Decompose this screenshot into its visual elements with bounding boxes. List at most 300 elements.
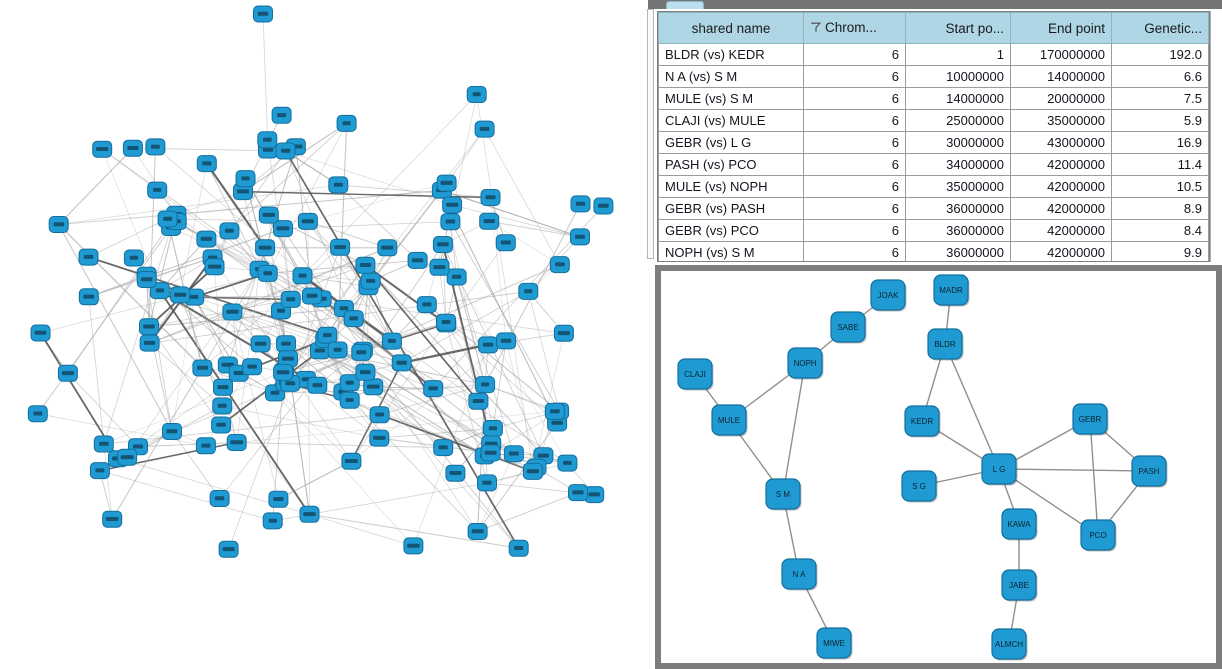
network-node[interactable] (340, 392, 359, 408)
table-cell[interactable]: 16.9 (1112, 132, 1209, 154)
network-node[interactable] (259, 207, 278, 223)
network-node[interactable] (258, 132, 277, 148)
node-label-smudge (230, 440, 243, 444)
network-node-JOAK[interactable] (871, 280, 907, 312)
table-row[interactable] (659, 110, 1209, 132)
table-cell[interactable]: 25000000 (906, 110, 1011, 132)
network-node[interactable] (227, 435, 246, 451)
network-node[interactable] (197, 156, 216, 172)
node-label: L G (992, 464, 1006, 474)
table-cell[interactable]: GEBR (vs) PASH (659, 198, 804, 220)
node-label-smudge (197, 366, 208, 370)
node-label-smudge (277, 113, 286, 117)
network-node[interactable] (256, 240, 275, 256)
table-cell[interactable]: 7.5 (1112, 88, 1209, 110)
network-node[interactable] (364, 379, 383, 395)
node-label: ALMCH (994, 639, 1024, 649)
table-cell[interactable]: 6 (804, 66, 906, 88)
table-cell[interactable]: MULE (vs) NOPH (659, 176, 804, 198)
network-node[interactable] (545, 403, 564, 419)
network-node[interactable] (223, 304, 242, 320)
node-label-smudge (349, 316, 358, 320)
node-label-smudge (307, 294, 318, 298)
node-label-smudge (340, 306, 349, 310)
panel-top-strip (648, 0, 1222, 9)
node-label-smudge (143, 325, 155, 329)
node-label-smudge (489, 426, 497, 430)
node-label-smudge (555, 262, 565, 266)
network-node[interactable] (148, 182, 167, 198)
network-node[interactable] (251, 336, 270, 352)
network-node[interactable] (447, 269, 466, 285)
network-node-MADR[interactable] (934, 275, 970, 307)
node-label-smudge (373, 436, 385, 440)
network-edge[interactable] (999, 469, 1149, 471)
network-edge (149, 299, 291, 326)
network-node[interactable] (404, 538, 423, 554)
network-node[interactable] (344, 311, 363, 327)
network-node-KAWA[interactable] (1002, 509, 1038, 541)
node-label-smudge (163, 217, 172, 221)
table-cell[interactable]: 6 (804, 176, 906, 198)
column-header-3[interactable] (1011, 13, 1112, 44)
network-node[interactable] (342, 453, 361, 469)
node-label-smudge (449, 471, 461, 475)
node-label-smudge (259, 246, 272, 250)
network-node[interactable] (356, 257, 375, 273)
table-row[interactable] (659, 132, 1209, 154)
node-label-smudge (271, 391, 280, 395)
network-node[interactable] (569, 485, 588, 501)
table-header-row (659, 13, 1209, 44)
network-node[interactable] (480, 213, 499, 229)
table-right-gutter (1210, 11, 1222, 262)
table-row[interactable] (659, 242, 1209, 263)
network-node[interactable] (558, 455, 577, 471)
network-node[interactable] (118, 449, 137, 465)
node-label-smudge (277, 370, 290, 374)
node-label-smudge (452, 275, 461, 279)
network-node[interactable] (146, 139, 165, 155)
table-left-scrollbar[interactable] (647, 9, 654, 259)
network-node[interactable] (437, 314, 456, 330)
network-node-SM[interactable] (766, 479, 802, 511)
node-label-smudge (446, 203, 458, 207)
node-label: JABE (1008, 580, 1030, 590)
network-node[interactable] (594, 198, 613, 214)
network-node[interactable] (300, 506, 319, 522)
node-label-smudge (346, 381, 354, 385)
panel-tab-stub[interactable] (666, 1, 704, 9)
network-node-MIWE[interactable] (817, 628, 853, 660)
table-cell[interactable]: 6.6 (1112, 66, 1209, 88)
node-label-smudge (277, 226, 290, 230)
network-node[interactable] (243, 359, 262, 375)
network-node-PCO[interactable] (1081, 520, 1117, 552)
table-cell[interactable]: 8.9 (1112, 198, 1209, 220)
network-node[interactable] (212, 417, 231, 433)
network-node[interactable] (205, 259, 224, 275)
filter-funnel-icon[interactable] (810, 22, 821, 33)
table-cell[interactable]: 35000000 (906, 176, 1011, 198)
network-node[interactable] (479, 337, 498, 353)
network-node-LG[interactable] (982, 454, 1018, 486)
network-node[interactable] (467, 87, 486, 103)
node-label-smudge (397, 361, 407, 365)
table-cell[interactable]: 20000000 (1011, 88, 1112, 110)
network-node[interactable] (443, 197, 462, 213)
network-node[interactable] (481, 190, 500, 206)
network-node[interactable] (469, 393, 488, 409)
table-cell[interactable]: N A (vs) S M (659, 66, 804, 88)
node-label-smudge (514, 546, 523, 550)
table-cell[interactable]: 42000000 (1011, 220, 1112, 242)
network-node[interactable] (263, 513, 282, 529)
table-cell[interactable]: 14000000 (1011, 66, 1112, 88)
network-node[interactable] (571, 196, 590, 212)
network-node[interactable] (269, 491, 288, 507)
column-header-2[interactable] (906, 13, 1011, 44)
node-label: PCO (1089, 530, 1107, 540)
node-label-smudge (141, 277, 152, 281)
network-node-GEBR[interactable] (1073, 404, 1109, 436)
network-node[interactable] (163, 424, 182, 440)
table-cell[interactable]: GEBR (vs) PCO (659, 220, 804, 242)
network-edge[interactable] (783, 363, 805, 494)
network-node[interactable] (293, 268, 312, 284)
node-label-smudge (174, 293, 186, 297)
network-node[interactable] (124, 250, 143, 266)
node-label-smudge (598, 204, 609, 208)
column-header-0[interactable] (659, 13, 804, 44)
node-label-smudge (130, 256, 139, 260)
network-node-NA[interactable] (782, 559, 818, 591)
table-cell[interactable]: 36000000 (906, 198, 1011, 220)
table-cell[interactable]: 36000000 (906, 242, 1011, 263)
network-edge (478, 493, 578, 532)
network-node[interactable] (171, 287, 190, 303)
network-node[interactable] (140, 335, 159, 351)
node-label-smudge (381, 246, 393, 250)
table-cell[interactable]: 14000000 (906, 88, 1011, 110)
node-label-smudge (527, 469, 539, 473)
table-cell[interactable]: 35000000 (1011, 110, 1112, 132)
column-header-4[interactable] (1112, 13, 1209, 44)
table-cell[interactable]: 36000000 (906, 220, 1011, 242)
node-label-smudge (360, 370, 371, 374)
table-cell[interactable]: 42000000 (1011, 176, 1112, 198)
table-cell[interactable]: 42000000 (1011, 242, 1112, 263)
network-node[interactable] (430, 259, 449, 275)
node-label-smudge (33, 412, 42, 416)
node-label-smudge (127, 146, 138, 150)
table-row[interactable] (659, 88, 1209, 110)
node-label-smudge (438, 445, 447, 449)
network-node[interactable] (497, 333, 516, 349)
network-node[interactable] (352, 344, 371, 360)
node-label-smudge (299, 274, 307, 278)
table-row[interactable] (659, 220, 1209, 242)
node-label-smudge (35, 331, 47, 335)
table-cell[interactable]: 10000000 (906, 66, 1011, 88)
node-label-smudge (437, 242, 449, 246)
network-node[interactable] (158, 211, 177, 227)
network-node[interactable] (303, 288, 322, 304)
table-cell[interactable]: 43000000 (1011, 132, 1112, 154)
network-detail-panel (655, 265, 1222, 669)
network-node[interactable] (478, 475, 497, 491)
network-node-MULE[interactable] (712, 405, 748, 437)
network-node[interactable] (378, 240, 397, 256)
table-cell[interactable]: NOPH (vs) S M (659, 242, 804, 263)
network-node[interactable] (356, 364, 375, 380)
table-cell[interactable]: 1 (906, 44, 1011, 66)
node-label-smudge (223, 547, 235, 551)
node-label: NOPH (793, 358, 817, 368)
table-cell[interactable]: 9.9 (1112, 242, 1209, 263)
network-node[interactable] (468, 524, 487, 540)
node-label-smudge (303, 512, 315, 516)
node-label-smudge (237, 189, 249, 193)
table-cell[interactable]: 10.5 (1112, 176, 1209, 198)
table-cell[interactable]: GEBR (vs) L G (659, 132, 804, 154)
node-label-smudge (255, 342, 267, 346)
table-row[interactable] (659, 198, 1209, 220)
network-node[interactable] (370, 407, 389, 423)
table-cell[interactable]: PASH (vs) PCO (659, 154, 804, 176)
network-node[interactable] (519, 283, 538, 299)
network-edge (237, 443, 444, 448)
network-node[interactable] (31, 325, 50, 341)
table-cell[interactable]: 8.4 (1112, 220, 1209, 242)
table-row[interactable] (659, 66, 1209, 88)
network-node[interactable] (408, 252, 427, 268)
network-node[interactable] (219, 541, 238, 557)
network-node[interactable] (258, 265, 277, 281)
table-row[interactable] (659, 44, 1209, 66)
node-label: JOAK (877, 290, 899, 300)
network-node-SABE[interactable] (831, 312, 867, 344)
network-node[interactable] (370, 430, 389, 446)
network-node[interactable] (94, 436, 113, 452)
network-node[interactable] (496, 235, 515, 251)
network-node[interactable] (331, 239, 350, 255)
node-label-smudge (273, 497, 283, 501)
node-label-smudge (334, 245, 346, 249)
table-cell[interactable]: 34000000 (906, 154, 1011, 176)
node-label-smudge (486, 195, 496, 199)
network-node[interactable] (523, 463, 542, 479)
network-node[interactable] (475, 121, 494, 137)
node-label-smudge (121, 455, 134, 459)
node-label-smudge (202, 161, 211, 165)
node-label-smudge (133, 445, 143, 449)
column-header-label: End point (1047, 20, 1105, 36)
network-node-SG[interactable] (902, 471, 938, 503)
network-node[interactable] (254, 6, 273, 22)
table-cell[interactable]: CLAJI (vs) MULE (659, 110, 804, 132)
network-node[interactable] (90, 463, 109, 479)
network-node[interactable] (481, 445, 500, 461)
table-cell[interactable]: 11.4 (1112, 154, 1209, 176)
node-label-smudge (334, 183, 343, 187)
network-node[interactable] (210, 491, 229, 507)
table-cell[interactable]: 6 (804, 220, 906, 242)
network-node[interactable] (137, 272, 156, 288)
network-node[interactable] (337, 115, 356, 131)
node-label-smudge (216, 423, 226, 427)
table-cell[interactable]: MULE (vs) S M (659, 88, 804, 110)
network-node[interactable] (79, 249, 98, 265)
network-node[interactable] (434, 440, 453, 456)
network-edge (222, 406, 379, 438)
node-label-smudge (550, 409, 560, 413)
table-cell[interactable]: 170000000 (1011, 44, 1112, 66)
network-node-CLAJI[interactable] (678, 359, 714, 391)
node-label-smudge (558, 331, 570, 335)
node-label-smudge (218, 385, 229, 389)
network-node[interactable] (58, 365, 77, 381)
node-label-smudge (263, 138, 272, 142)
network-node[interactable] (274, 221, 293, 237)
node-label-smudge (563, 461, 572, 465)
network-node[interactable] (437, 175, 456, 191)
node-label-smudge (412, 258, 424, 262)
network-node[interactable] (483, 421, 502, 437)
network-node[interactable] (571, 229, 590, 245)
node-label-smudge (589, 492, 600, 496)
node-label-smudge (258, 12, 269, 16)
network-node[interactable] (318, 327, 337, 343)
network-node[interactable] (361, 273, 380, 289)
node-label-smudge (481, 382, 489, 386)
table-cell[interactable]: 6 (804, 132, 906, 154)
network-node[interactable] (276, 143, 295, 159)
column-header-label: shared name (691, 20, 771, 36)
detail-network-canvas[interactable] (661, 271, 1216, 663)
network-node[interactable] (140, 319, 159, 335)
overview-edges (38, 14, 604, 549)
node-label-smudge (96, 147, 108, 151)
network-node[interactable] (281, 291, 300, 307)
table-cell[interactable]: 5.9 (1112, 110, 1209, 132)
node-label-smudge (241, 176, 249, 180)
network-node-BLDR[interactable] (928, 329, 964, 361)
network-edge (263, 14, 268, 150)
node-label-smudge (484, 219, 495, 223)
network-node[interactable] (328, 342, 347, 358)
network-node[interactable] (392, 355, 411, 371)
network-node[interactable] (509, 540, 528, 556)
network-node[interactable] (298, 213, 317, 229)
table-cell[interactable]: 42000000 (1011, 154, 1112, 176)
node-label-smudge (485, 451, 497, 455)
network-node-PASH[interactable] (1132, 456, 1168, 488)
network-node[interactable] (550, 257, 569, 273)
node-label-smudge (367, 385, 380, 389)
table-cell[interactable]: 6 (804, 154, 906, 176)
table-cell[interactable]: 6 (804, 88, 906, 110)
network-edge[interactable] (1090, 419, 1098, 535)
network-node[interactable] (476, 377, 495, 393)
network-node[interactable] (236, 171, 255, 187)
network-node[interactable] (433, 237, 452, 253)
network-node[interactable] (193, 360, 212, 376)
node-label-smudge (345, 459, 358, 463)
node-label-smudge (282, 357, 294, 361)
network-node[interactable] (196, 438, 215, 454)
network-node[interactable] (382, 333, 401, 349)
table-cell[interactable]: 30000000 (906, 132, 1011, 154)
network-edge (452, 205, 580, 237)
table-cell[interactable]: 6 (804, 242, 906, 263)
column-header-label: Start po... (945, 20, 1004, 36)
detail-edges (695, 290, 1149, 644)
network-node[interactable] (214, 379, 233, 395)
table-cell[interactable]: 6 (804, 110, 906, 132)
table-cell[interactable]: 42000000 (1011, 198, 1112, 220)
edge-attribute-table (658, 12, 1209, 262)
node-label-smudge (167, 429, 178, 433)
network-node[interactable] (441, 214, 460, 230)
network-node[interactable] (329, 177, 348, 193)
network-node-ALMCH[interactable] (992, 629, 1028, 661)
node-label-smudge (215, 496, 224, 500)
network-edge (213, 151, 286, 258)
table-cell[interactable]: 192.0 (1112, 44, 1209, 66)
network-node-KEDR[interactable] (905, 406, 941, 438)
network-node[interactable] (308, 377, 327, 393)
node-label-smudge (334, 348, 342, 352)
table-cell[interactable]: 6 (804, 44, 906, 66)
network-node[interactable] (446, 465, 465, 481)
node-label-smudge (263, 213, 276, 217)
network-node-NOPH[interactable] (788, 348, 824, 380)
network-node-JABE[interactable] (1002, 570, 1038, 602)
node-label-smudge (407, 544, 420, 548)
network-node[interactable] (424, 381, 443, 397)
network-node[interactable] (79, 289, 98, 305)
network-node[interactable] (93, 141, 112, 157)
network-node[interactable] (103, 511, 122, 527)
network-node[interactable] (220, 223, 239, 239)
network-node[interactable] (274, 364, 293, 380)
network-node[interactable] (28, 406, 47, 422)
column-header-1[interactable] (804, 13, 906, 44)
network-node[interactable] (272, 107, 291, 123)
network-node[interactable] (123, 140, 142, 156)
node-label-smudge (323, 333, 331, 337)
network-node[interactable] (504, 446, 523, 462)
table-row[interactable] (659, 154, 1209, 176)
table-cell[interactable]: 6 (804, 198, 906, 220)
node-label-smudge (356, 350, 366, 354)
network-edge[interactable] (945, 344, 999, 469)
node-label-smudge (302, 219, 314, 223)
network-node[interactable] (277, 336, 296, 352)
network-edge (275, 393, 413, 546)
table-cell[interactable]: BLDR (vs) KEDR (659, 44, 804, 66)
network-node[interactable] (213, 398, 232, 414)
network-node[interactable] (417, 297, 436, 313)
node-label: S M (775, 489, 791, 499)
network-node[interactable] (49, 217, 68, 233)
node-label-smudge (501, 241, 511, 245)
node-label-smudge (151, 145, 160, 149)
table-row[interactable] (659, 176, 1209, 198)
network-node[interactable] (197, 231, 216, 247)
network-node[interactable] (554, 325, 573, 341)
